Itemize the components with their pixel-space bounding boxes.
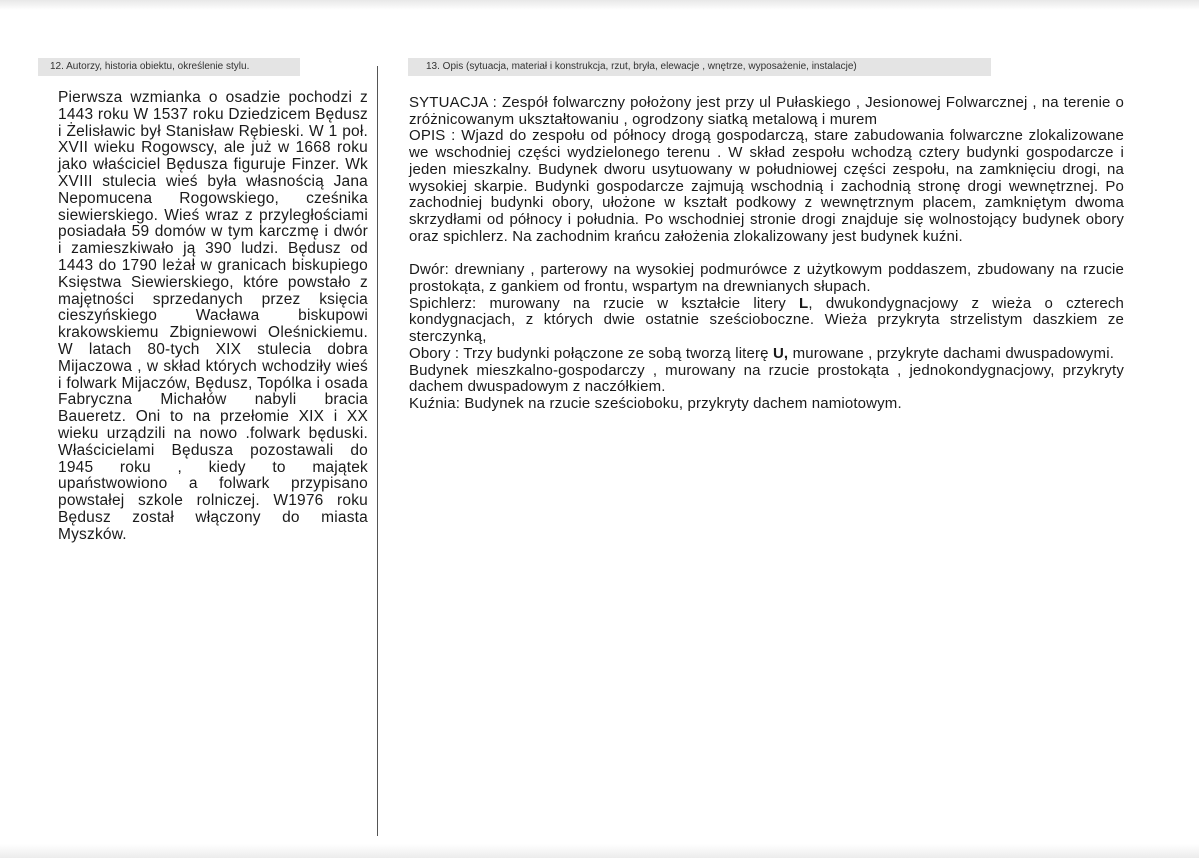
sytuacja-paragraph: SYTUACJA : Zespół folwarczny położony jest przy ul Pułaskiego , Jesionowej Folwarcznej , na terenie o zróżnicowanym ukształtowaniu , ogrodzony siatką metalową i murem <box>409 94 1124 128</box>
spichlerz-shape-letter: L <box>799 294 809 312</box>
budynek-paragraph: Budynek mieszkalno-gospodarczy , murowany na rzucie prostokąta , jednokondygnacjowy, przykryty dachem dwuspadowym z naczółkiem. <box>409 361 1124 396</box>
section-13-header: 13. Opis (sytuacja, materiał i konstrukcja, rzut, bryła, elewacje , wnętrze, wyposażenie, instalacje) <box>408 58 991 76</box>
paragraph-gap <box>409 245 1124 262</box>
history-text: Pierwsza wzmianka o osadzie pochodzi z 1443 roku W 1537 roku Dziedzicem Będusz i Żelisławic był Stanisław Rębieski. W 1 poł. XVII wieku Rogowscy, ale już w 1668 roku jako właściciel Będusza figuruje Finzer. Wk XVIII stulecia wieś była własnością Jana Nepomucena Rogowskiego, cześnika siewierskiego. Wieś wraz z przyległościami posiadała 59 domów w tym karczmę i dwór i zamieszkiwało ją 390 ludzi. Będusz od 1443 do 1790 leżał w granicach biskupiego Księstwa Siewierskiego, które powstało z majętności sprzedanych przez księcia cieszyńskiego Wacława biskupowi krakowskiemu Zbigniewowi Oleśnickiemu. W latach 80-tych XIX stulecia dobra Mijaczowa , w skład których wchodziły wieś i folwark Mijaczów, Będusz, Topólka i osada Fabryczna Michałów nabyli bracia Baueretz. Oni to na przełomie XIX i XX wieku urządzili na nowo .folwark będuski. Właścicielami Będusza pozostawali do 1945 roku , kiedy to majątek upaństwowiono a folwark przypisano powstałej szkole rolniczej. W1976 roku Będusz został włączony do miasta Myszków. <box>58 89 368 543</box>
dwor-paragraph: Dwór: drewniany , parterowy na wysokiej podmurówce z użytkowym poddaszem, zbudowany na rzucie prostokąta, z gankiem od frontu, wspartym na drewnianych słupach. <box>409 261 1124 296</box>
kuznia-paragraph: Kuźnia: Budynek na rzucie sześcioboku, przykryty dachem namiotowym. <box>409 394 902 412</box>
page-bottom-edge <box>0 844 1199 858</box>
section-12-header: 12. Autorzy, historia obiektu, określenie stylu. <box>38 58 300 76</box>
spichlerz-text-end: , dwukondygnacjowy z wieża o czterech kondygnacjach, z których dwie ostatnie sześcioboczne. Wieża przykryta strzelistym daszkiem ze sterczynką, <box>409 294 1124 346</box>
column-divider <box>377 66 378 836</box>
history-column <box>58 90 368 544</box>
obory-text-start: Obory : Trzy budynki połączone ze sobą tworzą literę <box>409 344 773 362</box>
spichlerz-paragraph <box>409 296 1124 346</box>
page-top-edge <box>0 0 1199 10</box>
description-column <box>409 95 1124 413</box>
obory-paragraph <box>409 346 1124 363</box>
obory-shape-letter: U, <box>772 344 789 362</box>
obory-text-end: murowane , przykryte dachami dwuspadowymi. <box>788 344 1115 362</box>
opis-paragraph: OPIS : Wjazd do zespołu od północy drogą gospodarczą, stare zabudowania folwarczne zlokalizowane we wschodniej części wydzielonego terenu . W skład zespołu wchodzą cztery budynki gospodarcze i jeden mieszkalny. Budynek dworu usytuowany w południowej części zespołu, na zamknięciu drogi, na wysokiej skarpie. Budynki gospodarcze zajmują wschodnią i zachodnią stronę drogi wewnętrznej. Po zachodniej budynki obory, ułożone w kształt podkowy z wewnętrznym placem, zamkniętym dwoma skrzydłami od północy i południa. Po wschodniej stronie drogi znajduje się wolnostojący budynek obory oraz spichlerz. Na zachodnim krańcu założenia zlokalizowany jest budynek kuźni. <box>409 127 1124 245</box>
spichlerz-text-start: Spichlerz: murowany na rzucie w kształcie litery <box>409 294 800 312</box>
